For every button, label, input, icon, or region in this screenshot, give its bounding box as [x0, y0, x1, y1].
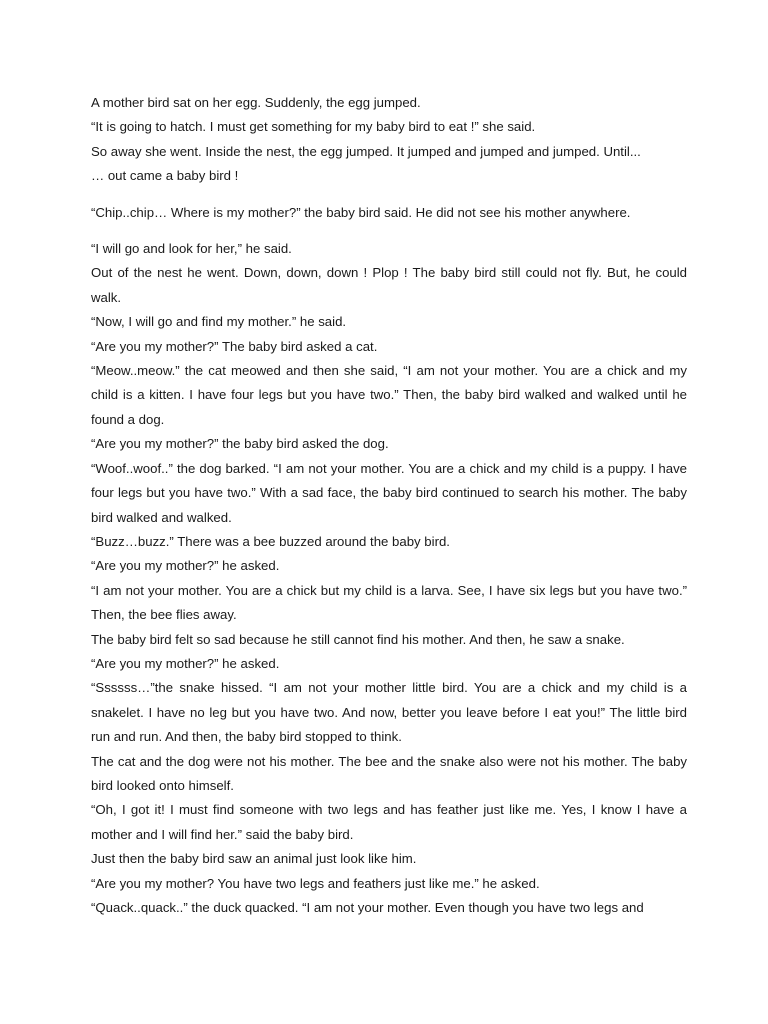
paragraph-away-she-went: So away she went. Inside the nest, the egg jumped. It jumped and jumped and jumped. Until... — [91, 143, 641, 159]
paragraph-mother-sat: A mother bird sat on her egg. Suddenly, the egg jumped. — [91, 95, 421, 110]
story-text — [91, 91, 687, 920]
paragraph-bee-buzz: “Buzz…buzz.” There was a bee buzzed around the baby bird. — [91, 533, 450, 549]
paragraph-snake-reply: “Ssssss…”the snake hissed. “I am not your mother little bird. You are a chick and my child is a snakelet. I have no leg but you have two. And now, better you leave before I eat you!” The little bird run and run. And then, the baby bird stopped to think. — [91, 680, 687, 745]
paragraph-bee-reply: “I am not your mother. You are a chick but my child is a larva. See, I have six legs but you have two.” Then, the bee flies away. — [91, 582, 687, 623]
paragraph-duck-reply: “Quack..quack..” the duck quacked. “I am not your mother. Even though you have two legs and — [91, 900, 644, 915]
paragraph-saw-animal: Just then the baby bird saw an animal just look like him. — [91, 851, 417, 867]
paragraph-asked-snake: “Are you my mother?” he asked. — [91, 655, 280, 671]
paragraph-not-his-mother: The cat and the dog were not his mother. The bee and the snake also were not his mother. The baby bird looked onto himself. — [91, 753, 687, 793]
paragraph-chip-chip: “Chip..chip… Where is my mother?” the baby bird said. He did not see his mother anywhere. — [91, 204, 631, 220]
paragraph-find-my-mother: “Now, I will go and find my mother.” he said. — [91, 314, 347, 330]
paragraph-saw-snake: The baby bird felt so sad because he still cannot find his mother. And then, he saw a snake. — [91, 631, 625, 647]
paragraph-asked-cat: “Are you my mother?” The baby bird asked a cat. — [91, 338, 378, 354]
paragraph-asked-bee: “Are you my mother?” he asked. — [91, 558, 280, 574]
paragraph-out-came-baby: … out came a baby bird ! — [91, 168, 239, 184]
paragraph-asked-duck: “Are you my mother? You have two legs and feathers just like me.” he asked. — [91, 875, 540, 891]
paragraph-out-of-nest: Out of the nest he went. Down, down, down ! Plop ! The baby bird still could not fly. But, he could walk. — [91, 265, 687, 305]
paragraph-go-and-look: “I will go and look for her,” he said. — [91, 241, 292, 257]
paragraph-got-it: “Oh, I got it! I must find someone with two legs and has feather just like me. Yes, I know I have a mother and I will find her.” said the baby bird. — [91, 802, 687, 842]
paragraph-cat-reply: “Meow..meow.” the cat meowed and then she said, “I am not your mother. You are a chick and my child is a kitten. I have four legs but you have two.” Then, the baby bird walked and walked until he found a dog. — [91, 363, 687, 427]
paragraph-going-to-hatch: “It is going to hatch. I must get something for my baby bird to eat !” she said. — [91, 119, 536, 135]
paragraph-asked-dog: “Are you my mother?” the baby bird asked the dog. — [91, 436, 389, 452]
paragraph-dog-reply: “Woof..woof..” the dog barked. “I am not your mother. You are a chick and my child is a puppy. I have four legs but you have two.” With a sad face, the baby bird continued to search his mother. The baby bird walked and walked. — [91, 460, 687, 525]
